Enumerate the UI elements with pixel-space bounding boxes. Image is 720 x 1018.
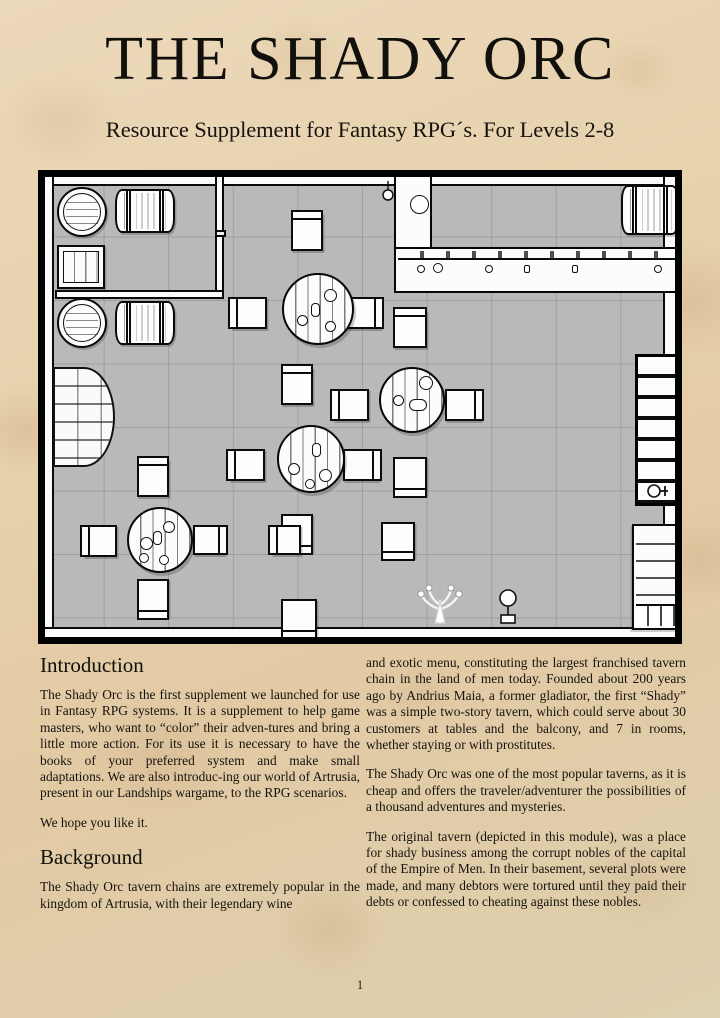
chair-t2-north[interactable] bbox=[393, 310, 427, 348]
partition-joint bbox=[215, 230, 226, 237]
chair-t4-east[interactable] bbox=[193, 525, 225, 555]
chair-t1-north[interactable] bbox=[291, 213, 323, 251]
chair-t4-west[interactable] bbox=[83, 525, 117, 557]
round-table-east[interactable] bbox=[379, 367, 445, 433]
round-table-north[interactable] bbox=[282, 273, 354, 345]
section-heading-background: Background bbox=[40, 845, 143, 870]
barrel-side-lower-left bbox=[115, 301, 175, 345]
right-text-column bbox=[366, 655, 686, 911]
barrel-side-upper-left bbox=[115, 189, 175, 233]
chair-loose-center-south[interactable] bbox=[381, 522, 415, 558]
storeroom-door[interactable] bbox=[57, 245, 105, 289]
bar-bottle-icon-2 bbox=[572, 265, 578, 273]
chair-t2-west[interactable] bbox=[333, 389, 369, 421]
chair-t3-north[interactable] bbox=[281, 367, 313, 405]
bar-mug-icon-1 bbox=[417, 265, 425, 273]
round-table-southwest[interactable] bbox=[127, 507, 193, 573]
chair-loose-south[interactable] bbox=[281, 599, 317, 637]
chandelier-icon bbox=[409, 579, 471, 627]
round-table-center[interactable] bbox=[277, 425, 345, 493]
chair-t3-west[interactable] bbox=[229, 449, 265, 481]
bar-bottle-icon-1 bbox=[524, 265, 530, 273]
wall-north bbox=[42, 174, 682, 186]
original-tavern-paragraph: The original tavern (depicted in this module), was a place for shady business among the corrupt nobles of the capital of the Empire of Men. In their basement, several plots were made, and many debtors were tortured until they paid their debts or confessed to cheating against these nobles. bbox=[366, 828, 686, 910]
background-paragraph-part1: The Shady Orc tavern chains are extremely popular in the kingdom of Artrusia, with their legendary wine bbox=[40, 879, 360, 911]
wall-sconce-icon bbox=[647, 482, 671, 500]
tavern-battlemap bbox=[38, 170, 682, 644]
bar-mug-icon-4 bbox=[654, 265, 662, 273]
page-title: THE SHADY ORC bbox=[105, 25, 615, 93]
barrel-top-upper-left bbox=[57, 187, 107, 237]
barrel-behind-bar bbox=[621, 185, 679, 235]
chair-t4-north[interactable] bbox=[137, 459, 169, 497]
popularity-paragraph: The Shady Orc was one of the most popular taverns, as it is cheap and offers the traveler/adventurer the possibilities of a thousand adventures and mysteries. bbox=[366, 766, 686, 815]
chair-t4-south[interactable] bbox=[137, 579, 169, 617]
chair-t1-west[interactable] bbox=[231, 297, 267, 329]
barrel-top-lower-left bbox=[57, 298, 107, 348]
staircase[interactable] bbox=[632, 524, 680, 630]
chair-loose-southwest[interactable] bbox=[271, 525, 301, 555]
hope-paragraph: We hope you like it. bbox=[40, 814, 148, 830]
chair-t2-south[interactable] bbox=[393, 457, 427, 495]
page-number: 1 bbox=[356, 977, 364, 992]
chair-t3-east[interactable] bbox=[343, 449, 379, 481]
bar-mug-icon-2 bbox=[433, 263, 443, 273]
page-subtitle: Resource Supplement for Fantasy RPG´s. For Levels 2-8 bbox=[105, 117, 615, 142]
standing-figure-token bbox=[497, 589, 519, 627]
fireplace-hearth bbox=[53, 367, 115, 467]
chair-t2-east[interactable] bbox=[445, 389, 481, 421]
intro-paragraph: The Shady Orc is the first supplement we launched for use in Fantasy RPG systems. It is a supplement to help game masters, who want to “color” their adven-tures and bring a little more action. For its use it is necessary to have the books of your preferred system and make small adaptations. We are also introduc-ing our world of Artrusia, present in our Landships wargame, to the RPG scenarios. bbox=[40, 687, 360, 801]
section-heading-introduction: Introduction bbox=[40, 653, 144, 677]
background-paragraph-part2: and exotic menu, constituting the largest franchised tavern chain in the land of men today. Founded about 200 years ago by Andrius Maia, a former gladiator, the first “Shady” was a simple two-story tavern, which could serve about 30 customers at tables and the balcony, and 7 in rooms, whether staying or with prostitutes. bbox=[366, 655, 686, 753]
bar-mug-icon-3 bbox=[485, 265, 493, 273]
wall-south bbox=[42, 627, 682, 639]
left-text-column bbox=[40, 652, 360, 912]
hanging-lamp-icon bbox=[382, 181, 394, 203]
bar-basin-icon bbox=[410, 195, 429, 214]
map-floor bbox=[45, 177, 675, 637]
